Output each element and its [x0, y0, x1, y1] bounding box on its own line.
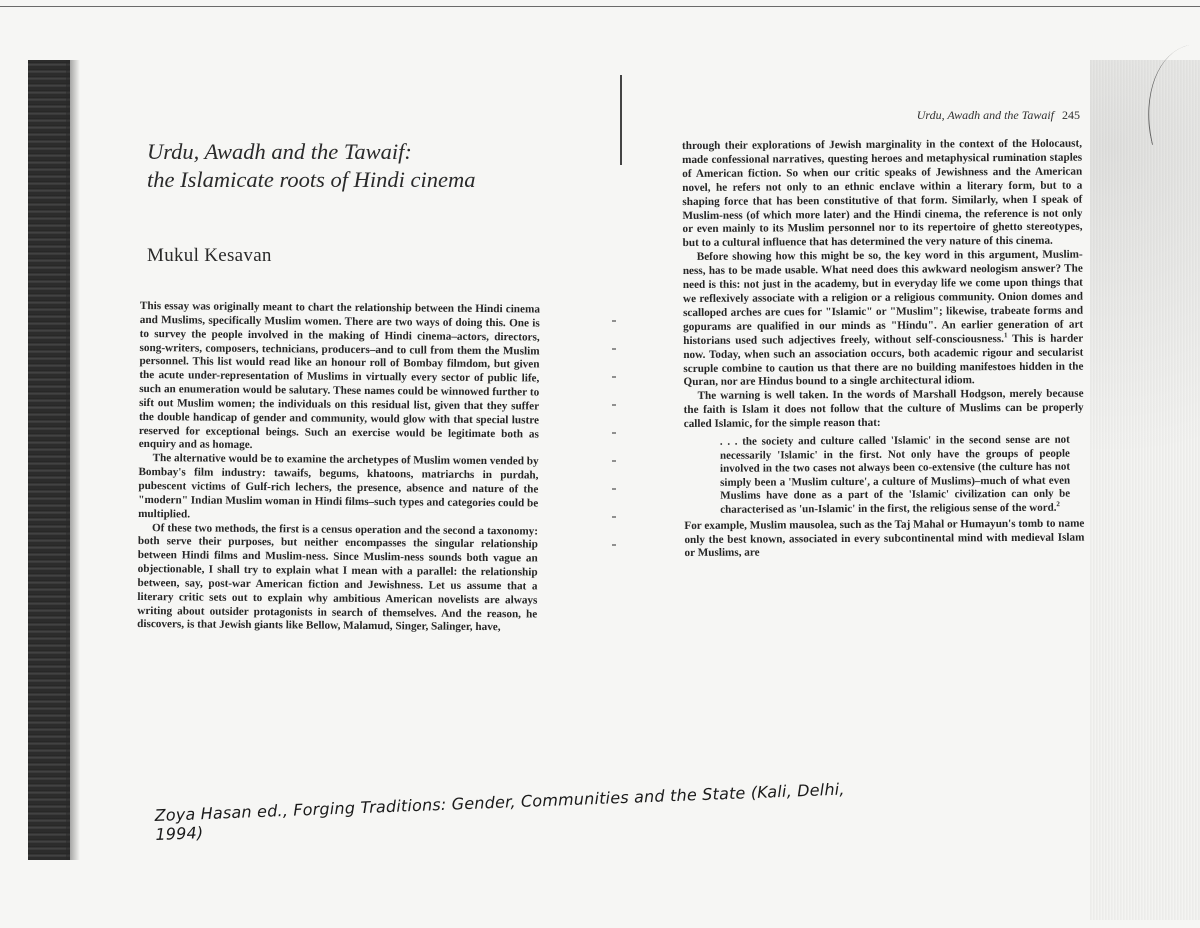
author-name: Mukul Kesavan	[147, 245, 272, 266]
chapter-title-line-2: the Islamicate roots of Hindi cinema	[147, 167, 476, 192]
footnote-marker-2: 2	[1056, 500, 1060, 509]
running-title: Urdu, Awadh and the Tawaif	[916, 108, 1054, 122]
right-page-body	[682, 138, 1085, 562]
right-paragraph-2-continued: This is harder now. Today, when such an association occurs, both academic rigour and secularist scruple combine to caution us that there are no building manifestoes hidden in the Quran, nor are Hindus bound to a single architectural idiom.	[683, 332, 1084, 389]
gutter-line	[620, 75, 622, 165]
block-quote-text: . . . the society and culture called 'Islamic' in the second sense are not necessarily 'Islamic' in the first. Not only have the groups of people involved in the two cases not always been co-extensive (the culture has not simply been a 'Muslim culture', a culture of Muslims)–much of what even Muslims have done as a part of the 'Islamic' civilization can only be characterised as 'un-Islamic' in the first, the religious sense of the word.	[719, 433, 1071, 516]
book-spine-shadow	[28, 60, 70, 860]
left-paragraph-1: This essay was originally meant to chart the relationship between the Hindi cinema and Muslims, specifically Muslim women. There are two ways of doing this. One is to survey the people involved in the making of Hindi cinema–actors, directors, song-writers, composers, technicians, producers–and to cull from them the Muslim personnel. This list would read like an honour roll of Bombay filmdom, but given the acute under-representation of Muslims in virtually every sector of public life, such an enumeration would be salutary. These names could be winnowed further to sift out Muslim women; the individuals on this residual list, given that they suffer the double handicap of gender and community, would glow with that special lustre reserved for exceptional beings. Such an exercise would be legitimate both as enquiry and as homage.	[138, 300, 540, 452]
left-paragraph-2: The alternative would be to examine the archetypes of Muslim women vended by Bombay's film industry: tawaifs, begums, khatoons, matriarchs in purdah, pubescent victims of Gulf-rich lechers, the presence, absence and nature of the "modern" Indian Muslim woman in Hindi films–such types and categories could be multiplied.	[138, 452, 539, 521]
chapter-title	[147, 138, 587, 194]
footnote-marker-1: 1	[1003, 330, 1008, 339]
gutter-specks	[612, 320, 616, 560]
right-paragraph-2-text: Before showing how this might be so, the key word in this argument, Muslim-ness, has to be made usable. What need does this awkward neologism answer? The need is this: not just in the academy, but in everyday life we come upon things that we reflexively associate with a religion or a religious community. Onion domes and scalloped arches are cues for "Islamic" or "Muslim"; likewise, trabeate forms and gopurams are qualified in our minds as "Hindu". An earlier generation of art historians used such adjectives freely, without self-consciousness.	[682, 248, 1084, 347]
block-quote	[720, 434, 1070, 518]
right-paragraph-2	[683, 249, 1084, 391]
chapter-title-line-1: Urdu, Awadh and the Tawaif:	[147, 139, 412, 164]
running-header	[880, 108, 1080, 123]
left-paragraph-3: Of these two methods, the first is a census operation and the second a taxonomy: both serve their purposes, but neither encompasses the singular relationship between Hindi films and Muslim-ness. Since Muslim-ness sounds both vague an objectionable, I shall try to explain what I mean with a parallel: the relationship between, say, post-war American fiction and Jewishness. Let us assume that a literary critic sets out to explain why ambitious American novelists are always writing about outsider protagonists in search of themselves. And the reason, he discovers, is that Jewish giants like Bellow, Malamud, Singer, Salinger, have,	[137, 521, 539, 634]
right-paragraph-4: For example, Muslim mausolea, such as the Taj Mahal or Humayun's tomb to name only the best known, associated in every subcontinental mind with medieval Islam or Muslims, are	[684, 517, 1085, 560]
page-number: 245	[1062, 108, 1080, 122]
right-paragraph-1: through their explorations of Jewish marginality in the context of the Holocaust, made confessional narratives, questing heroes and metaphysical rumination staples of American fiction. So when our critic speaks of Jewishness and the American novel, he refers not only to an ethnic enclave within a literary form, but to a shaping force that has been constitutive of that form. Similarly, when I speak of Muslim-ness (of which more later) and the Hindi cinema, the reference is not only or even mainly to its Muslim personnel nor to its repertoire of ghetto stereotypes, but to a cultural influence that has determined the very nature of this cinema.	[682, 137, 1083, 250]
left-page-body	[137, 300, 540, 636]
handwritten-citation: Zoya Hasan ed., Forging Traditions: Gender, Communities and the State (Kali, Delhi, 1994)	[154, 779, 845, 844]
spine-shadow-fade	[66, 60, 80, 860]
right-edge-scan-noise	[1090, 60, 1200, 920]
top-page-edge-line	[0, 6, 1200, 7]
right-paragraph-3: The warning is well taken. In the words of Marshall Hodgson, merely because the faith is Islam it does not follow that the culture of Muslims can be properly called Islamic, for the simple reason that:	[683, 387, 1084, 431]
